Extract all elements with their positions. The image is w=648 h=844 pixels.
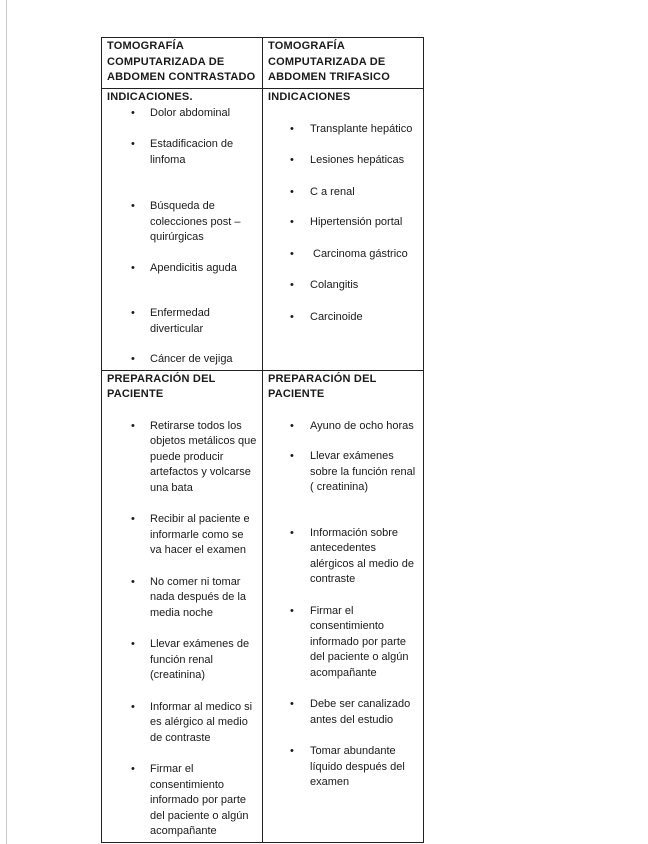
list-item: • Firmar el consentimiento informado por parte del paciente o algún acompañante	[268, 604, 419, 682]
indicaciones-right-list	[268, 122, 419, 326]
list-item: • Lesiones hepáticas	[268, 153, 419, 169]
list-item: • Llevar exámenes sobre la función renal ( creatinina)	[268, 449, 419, 496]
list-item: • Información sobre antecedentes alérgicos al medio de contraste	[268, 526, 419, 588]
preparacion-right-list	[268, 419, 419, 791]
list-item: • Estadificacion de linfoma	[107, 137, 258, 168]
header-left: TOMOGRAFÍA COMPUTARIZADA DE ABDOMEN CONTRASTADO	[102, 38, 263, 89]
page-edge	[6, 0, 7, 844]
preparacion-left-list	[107, 419, 258, 840]
list-item: • Llevar exámenes de función renal (creatinina)	[107, 637, 258, 684]
list-item: • Dolor abdominal	[107, 106, 258, 122]
header-right: TOMOGRAFÍA COMPUTARIZADA DE ABDOMEN TRIFASICO	[263, 38, 424, 89]
list-item: • Cáncer de vejiga	[107, 352, 258, 368]
indicaciones-left-list	[107, 106, 258, 368]
preparacion-right-cell	[263, 370, 424, 842]
list-item: • Enfermedad diverticular	[107, 306, 258, 337]
indicaciones-row	[102, 89, 424, 371]
preparacion-left-cell	[102, 370, 263, 842]
list-item: • Ayuno de ocho horas	[268, 419, 419, 435]
list-item: • C a renal	[268, 185, 419, 201]
list-item: • Recibir al paciente e informarle como se va hacer el examen	[107, 512, 258, 559]
list-item: • No comer ni tomar nada después de la media noche	[107, 575, 258, 622]
preparacion-left-title: PREPARACIÓN DEL PACIENTE	[107, 372, 216, 400]
preparacion-row	[102, 370, 424, 842]
indicaciones-left-title: INDICACIONES.	[107, 91, 193, 103]
list-item: • Colangitis	[268, 278, 419, 294]
list-item: • Retirarse todos los objetos metálicos que puede producir artefactos y volcarse una bata	[107, 419, 258, 497]
list-item: • Debe ser canalizado antes del estudio	[268, 697, 419, 728]
indicaciones-left-cell	[102, 89, 263, 371]
list-item: • Hipertensión portal	[268, 215, 419, 231]
list-item: • Apendicitis aguda	[107, 261, 258, 277]
list-item: • Transplante hepático	[268, 122, 419, 138]
list-item: • Carcinoma gástrico	[268, 247, 419, 263]
list-item: • Tomar abundante líquido después del examen	[268, 744, 419, 791]
list-item: • Informar al medico si es alérgico al medio de contraste	[107, 700, 258, 747]
header-row	[102, 38, 424, 89]
list-item: • Búsqueda de colecciones post – quirúrgicas	[107, 199, 258, 246]
list-item: • Firmar el consentimiento informado por parte del paciente o algún acompañante	[107, 762, 258, 840]
indicaciones-right-cell	[263, 89, 424, 371]
preparacion-right-title: PREPARACIÓN DEL PACIENTE	[268, 372, 377, 400]
list-item: • Carcinoide	[268, 310, 419, 326]
comparison-table	[101, 37, 424, 843]
indicaciones-right-title: INDICACIONES	[268, 91, 351, 103]
